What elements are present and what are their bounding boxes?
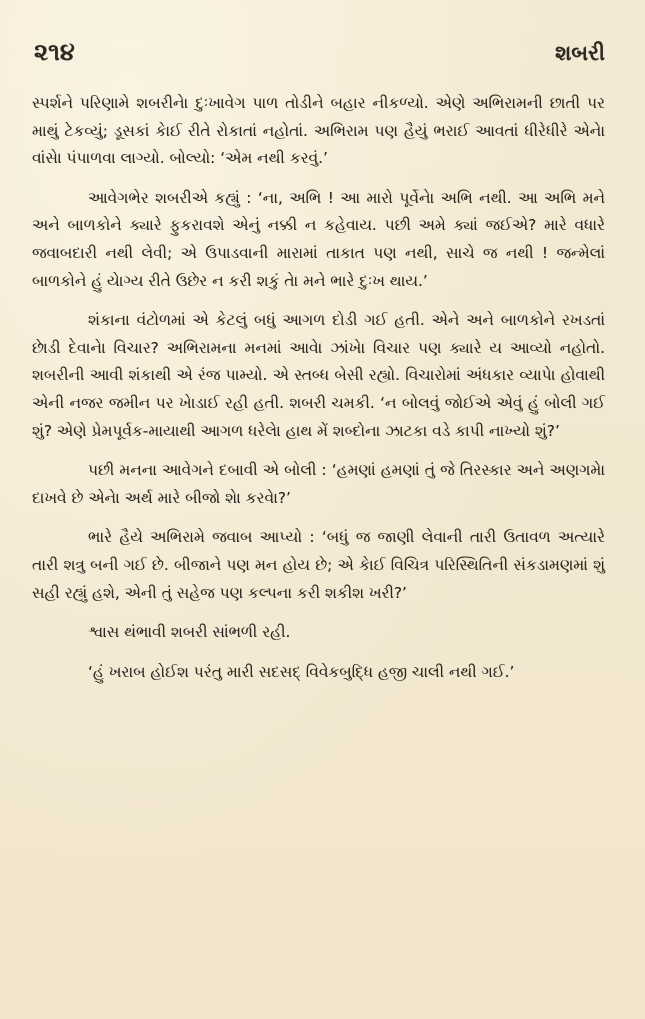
paragraph-5: ભારે હૈયે અભિરામે જવાબ આપ્યો : ‘બધું જ જાણી લેવાની તારી ઉતાવળ અત્યારે તારી શત્રુ બની ગઈ છે. બીજાને પણ મન હોય છે; એ કેાઈ વિચિત્ર પરિસ્થિતિની સંકડામણમાં શું સહી રહ્યું હશે, એની તું સહેજ પણ કલ્પના કરી શકીશ ખરી?’ [32,528,605,602]
page-body [32,90,605,686]
paragraph-3: શંકાના વંટોળમાં એ કેટલું બધું આગળ દોડી ગઈ હતી. એને અને બાળકોને રખડતાં છેાડી દેવાનેા વિચાર? અભિરામના મનમાં આવેા ઝાંખેા વિચાર પણ ક્યારે ય આવ્યો નહોતો. શબરીની આવી શંકાથી એ રંજ પામ્યો. એ સ્તબ્ધ બેસી રહ્યો. વિચારોમાં અંધકાર વ્યાપેા હોવાથી એની નજર જમીન પર ખેાડાઈ રહી હતી. શબરી ચમકી. ‘ન બોલવું જોઈએ એવું હું બોલી ગઈ શું? એણે પ્રેમપૂર્વક-માયાથી આગળ ધરેલેા હાથ મેં શબ્દોના ઝાટકા વડે કાપી નાખ્યો શું?’ [32,311,605,440]
paragraph-6: શ્વાસ થંભાવી શબરી સાંભળી રહી. [88,623,291,642]
page-number: ૨૧૪ [34,38,75,66]
paragraph-4: પછી મનના આવેગને દબાવી એ બોલી : ‘હમણાં હમણાં તું જે તિરસ્કાર અને અણગમેા દાખવે છે એનેા અર્થ મારે બીજો શેા કરવેા?’ [32,461,605,507]
paragraph-2: આવેગભેર શબરીએ કહ્યું : ‘ના, અભિ ! આ મારો પૂર્વેનેા અભિ નથી. આ અભિ મને અને બાળકોને ક્યારે ફુકરાવશે એનું નક્કી ન કહેવાય. પછી અમે ક્યાં જઈએ? મારે વધારે જવાબદારી નથી લેવી; એ ઉપાડવાની મારામાં તાકાત પણ નથી, સાચે જ નથી ! જન્મેલાં બાળકોને હું યેાગ્ય રીતે ઉછેર ન કરી શકું તેા મને ભારે દુઃખ થાય.’ [32,188,605,290]
page-header [32,38,605,90]
paragraph-7: ‘હું ખરાબ હોઈશ પરંતુ મારી સદસદ્ વિવેકબુદ્ધિ હજી ચાલી નથી ગઈ.’ [88,662,515,681]
running-head: શબરી [555,41,605,65]
paragraph-1: સ્પર્શને પરિણામે શબરીનેા દુઃખાવેગ પાળ તોડીને બહાર નીકળ્યો. એણે અભિરામની છાતી પર માથું ટેકવ્યું; ડૂસકાં કેાઈ રીતે રોકાતાં નહોતાં. અભિરામ પણ હૈયું ભરાઈ આવતાં ધીરેધીરે એનેા વાંસેા પંપાળવા લાગ્યો. બોલ્યો: ‘એમ નથી કરવું.’ [32,94,605,168]
